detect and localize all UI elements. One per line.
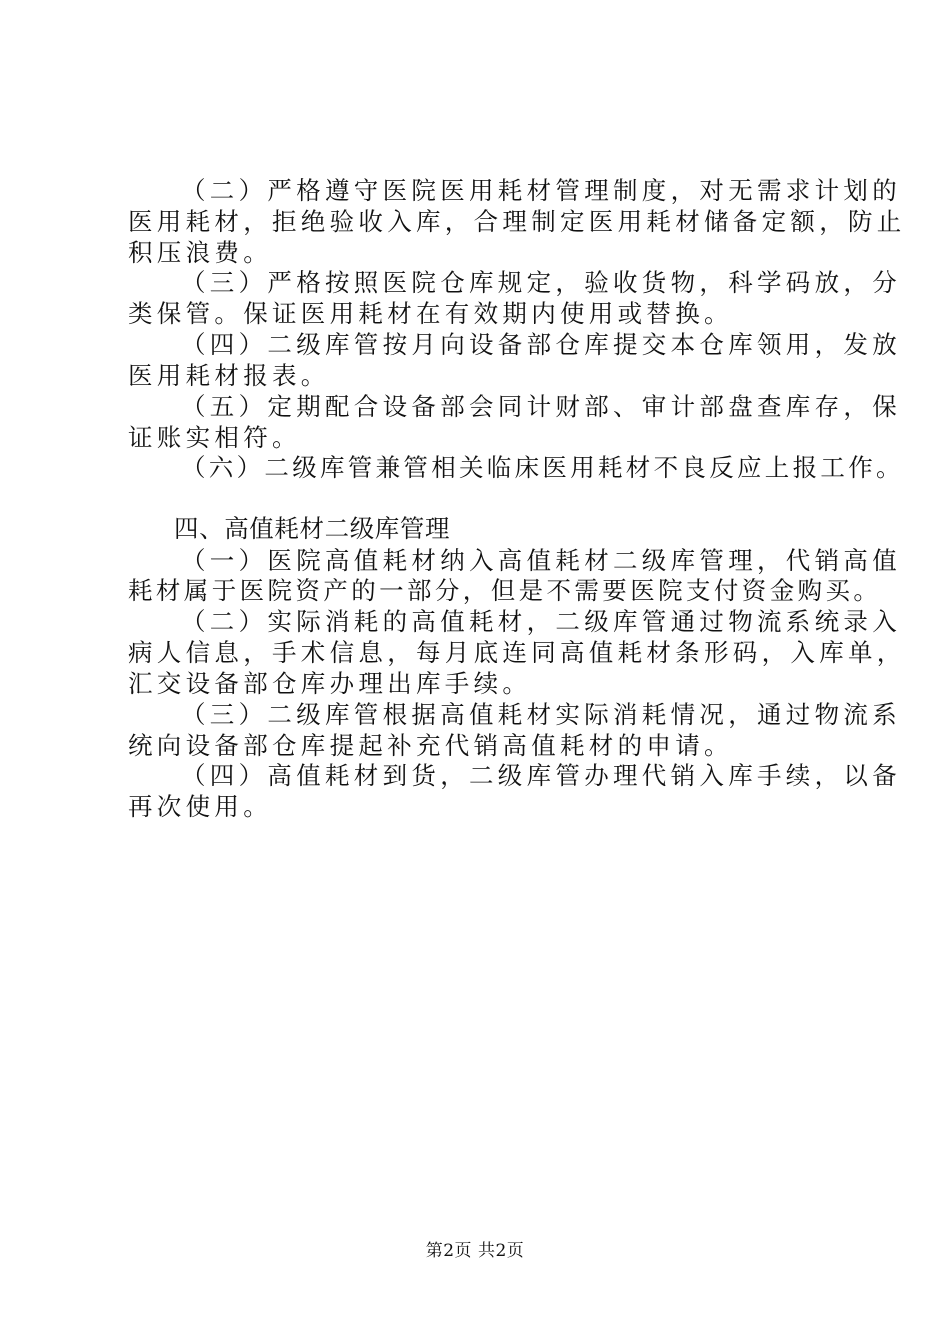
paragraph-line: 类保管。保证医用耗材在有效期内使用或替换。 (128, 299, 733, 328)
paragraph-line: 再次使用。 (128, 792, 272, 821)
paragraph-line: 病人信息，手术信息，每月底连同高值耗材条形码，入库单， (128, 638, 906, 667)
paragraph-line: 耗材属于医院资产的一部分，但是不需要医院支付资金购买。 (128, 576, 882, 605)
paragraph-line: （三）严格按照医院仓库规定，验收货物，科学码放，分 (181, 268, 901, 297)
paragraph-line: 医用耗材，拒绝验收入库，合理制定医用耗材储备定额，防止 (128, 207, 906, 236)
page-number-label: 第2页 共2页 (425, 1241, 525, 1261)
paragraph-line: （二）实际消耗的高值耗材，二级库管通过物流系统录入 (181, 607, 901, 636)
section-heading: 四、高值耗材二级库管理 (174, 514, 451, 543)
paragraph-line: 积压浪费。 (128, 238, 272, 267)
paragraph-line: 统向设备部仓库提起补充代销高值耗材的申请。 (128, 731, 733, 760)
paragraph-line: 汇交设备部仓库办理出库手续。 (128, 669, 532, 698)
paragraph-line: （三）二级库管根据高值耗材实际消耗情况，通过物流系 (181, 700, 901, 729)
paragraph-line: 证账实相符。 (128, 423, 301, 452)
paragraph-line: 医用耗材报表。 (128, 361, 330, 390)
paragraph-line: （二）严格遵守医院医用耗材管理制度，对无需求计划的 (181, 176, 901, 205)
paragraph-line: （六）二级库管兼管相关临床医用耗材不良反应上报工作。 (181, 453, 904, 482)
page-footer (0, 1240, 950, 1262)
paragraph-line: （一）医院高值耗材纳入高值耗材二级库管理，代销高值 (181, 546, 901, 575)
paragraph-line: （四）高值耗材到货，二级库管办理代销入库手续，以备 (181, 761, 901, 790)
paragraph-line: （四）二级库管按月向设备部仓库提交本仓库领用，发放 (181, 330, 901, 359)
paragraph-line: （五）定期配合设备部会同计财部、审计部盘查库存，保 (181, 392, 901, 421)
